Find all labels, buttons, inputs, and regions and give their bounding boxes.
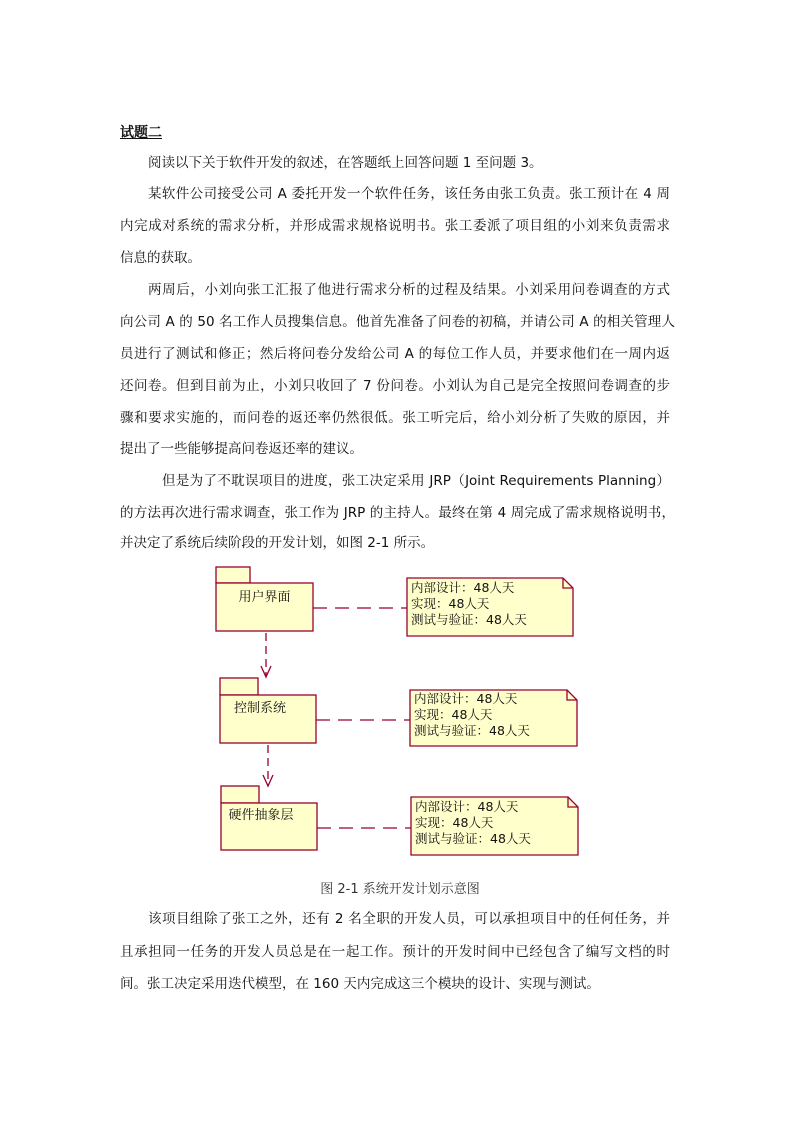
package-label: 硬件抽象层 [228,808,294,823]
paragraph-line: 但是为了不耽误项目的进度，张工决定采用 JRP（Joint Requirements Planning） [162,473,670,489]
package-label: 用户界面 [238,590,291,605]
note-text: 内部设计：48人天 实现：48人天 测试与验证：48人天 [415,799,531,846]
figure-caption: 图 2-1 系统开发计划示意图 [320,882,480,897]
paragraph-line: 的方法再次进行需求调查，张工作为 JRP 的主持人。最终在第 4 周完成了需求规格说明书， [120,505,675,521]
paragraph-line: 阅读以下关于软件开发的叙述，在答题纸上回答问题 1 至问题 3。 [148,155,543,171]
paragraph-line: 并决定了系统后续阶段的开发计划，如图 2-1 所示。 [120,535,435,551]
package-tab [220,678,258,695]
package-label: 控制系统 [233,701,286,716]
paragraph-line: 且承担同一任务的开发人员总是在一起工作。预计的开发时间中已经包含了编写文档的时 [120,944,670,960]
question-heading: 试题二 [120,125,162,141]
paragraph-line: 员进行了测试和修正；然后将问卷分发给公司 A 的每位工作人员，并要求他们在一周内返 [120,346,670,362]
paragraph-line: 骤和要求实施的，而问卷的返还率仍然很低。张工听完后，给小刘分析了失败的原因，并 [120,410,670,426]
paragraph-line: 该项目组除了张工之外，还有 2 名全职的开发人员，可以承担项目中的任何任务，并 [148,911,670,927]
paragraph-line: 某软件公司接受公司 A 委托开发一个软件任务，该任务由张工负责。张工预计在 4 周 [148,186,670,202]
paragraph-line: 提出了一些能够提高问卷返还率的建议。 [120,441,363,457]
paragraph-line: 信息的获取。 [120,250,201,266]
paragraph-line: 还问卷。但到目前为止，小刘只收回了 7 份问卷。小刘认为自己是完全按照问卷调查的步 [120,378,670,394]
paragraph-line: 间。张工决定采用迭代模型，在 160 天内完成这三个模块的设计、实现与测试。 [120,976,600,992]
package-tab [216,567,250,583]
paragraph-line: 向公司 A 的 50 名工作人员搜集信息。他首先准备了问卷的初稿，并请公司 A 的相关管理人 [120,314,675,330]
paragraph-line: 内完成对系统的需求分析，并形成需求规格说明书。张工委派了项目组的小刘来负责需求 [120,218,670,234]
paragraph-line: 两周后，小刘向张工汇报了他进行需求分析的过程及结果。小刘采用问卷调查的方式 [148,282,670,298]
note-text: 内部设计：48人天 实现：48人天 测试与验证：48人天 [414,691,530,738]
package-tab [221,786,259,803]
note-text: 内部设计：48人天 实现：48人天 测试与验证：48人天 [411,580,527,627]
